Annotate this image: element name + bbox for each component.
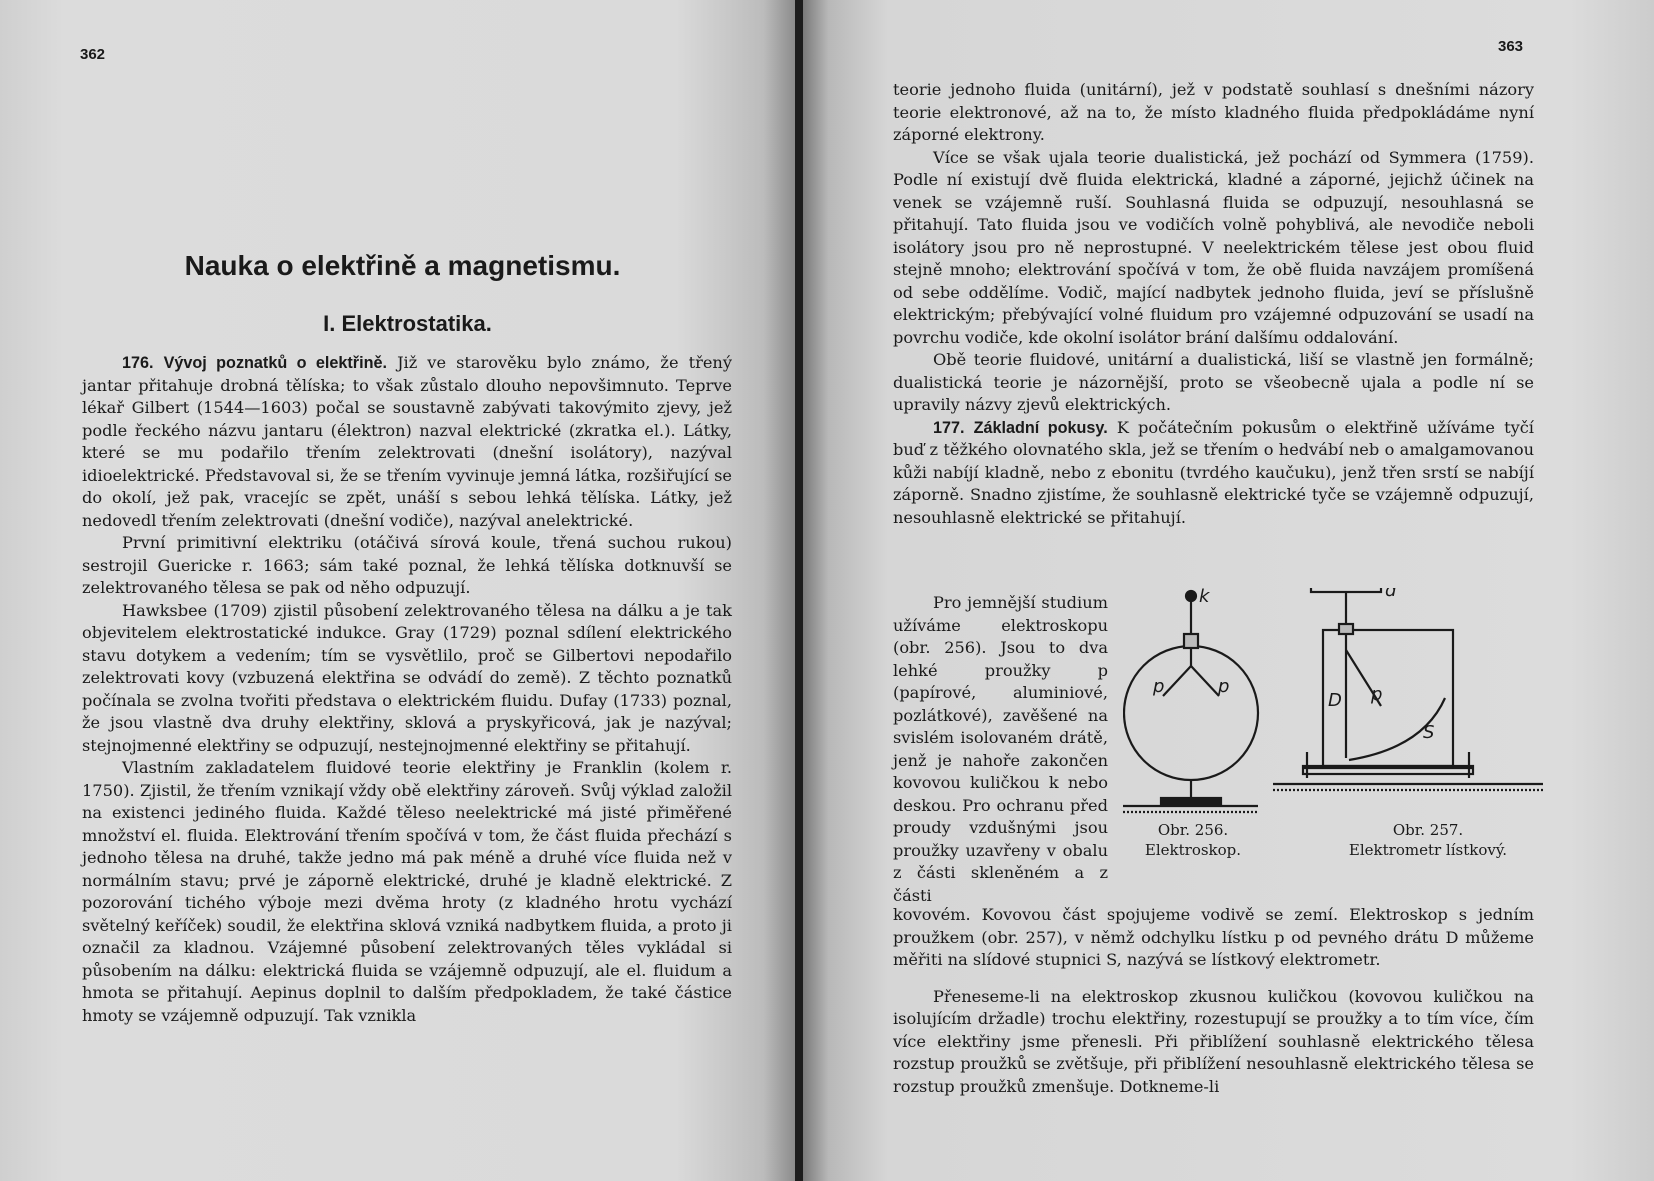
paragraph-176 — [82, 352, 732, 532]
electrometer-plate — [1311, 588, 1381, 592]
paragraph-text: K počátečním pokusům o elektřině užíváme tyčí buď z těžkého olovnatého skla, jež se třením o hedvábí neb o amalgamovanou kůži nabíjí kladně, nebo z ebonitu (tvrdého kaučuku), jenž třen srstí se nabíjí záporně. Snadno zjistíme, že souhlasně elektrické tyče se vzájemně odpuzují, nesouhlasně elektrické se přitahují. — [893, 417, 1534, 527]
paragraph-177 — [893, 417, 1534, 530]
label-k: k — [1199, 588, 1210, 607]
float-text — [893, 592, 1108, 907]
page-number-right: 363 — [1498, 38, 1524, 55]
figure-256-title: Elektroskop. — [1144, 841, 1242, 859]
electroscope-plug — [1184, 634, 1198, 648]
right-text-column — [893, 79, 1534, 529]
paragraph: Obě teorie fluidové, unitární a dualistická, liší se vlastně jen formálně; dualistická teorie je názornější, proto se všeobecně ujala a podle ní se upravily názvy zjevů elektrických. — [893, 350, 1534, 414]
electroscope-ball — [1186, 591, 1196, 601]
paragraph: Vlastním zakladatelem fluidové teorie elektřiny je Franklin (kolem r. 1750). Zjistil, že třením vznikají vždy obě elektřiny zároveň. Svůj výklad založil na existenci jediného fluida. Každé těleso neelektrické má jisté přiměřené množství el. fluida. Elektrování třením spočívá v tom, že část fluida přechází s jednoho tělesa na druhé, takže jedno má pak méně a druhé více fluida než v normálním stavu; prvé je záporně elektrické, druhé je kladně elektrické. Z pozorování tichého výboje mezi dvěma hroty (z kladného hrotu vychází světelný keříček) soudil, že elektřina sklová vzniká nadbytkem fluida, a proto ji označil za kladnou. Vzájemné působení zelektrovaných těles vykládal si působením na dálku: elektrická fluida se vzájemně odpuzují, ale el. fluidum a hmota se přitahují. Aepinus doplnil to dalším předpokladem, že také částice hmoty se vzájemně odpuzují. Tak vznikla — [82, 758, 732, 1025]
figure-256-caption — [1133, 820, 1253, 860]
paragraph: Více se však ujala teorie dualistická, jež pochází od Symmera (1759). Podle ní existují dvě fluida elektrická, kladné a záporné, jejichž účinek na venek se vzájemně ruší. Souhlasná fluida se odpuzují, nesouhlasná se přitahují. Tato fluida jsou ve vodičích volně pohyblivá, ale nevodiče neboli isolátory jsou pro ně neprostupné. V neelektrickém tělese jest obou fluid stejně mnoho; elektrování spočívá v tom, že obě fluida navzájem promíšená od sebe oddělíme. Vodič, mající nadbytek jednoho fluida, jeví se příslušně elektrickým; přebývající volné fluidum pro vzájemné odpuzování se usadí na povrchu vodiče, kde okolní isolátor brání dalšímu oddalování. — [893, 147, 1534, 347]
paragraph-text: Již ve starověku bylo známo, že třený jantar přitahuje drobná tělíska; to však zůstalo dlouho nepovšimnuto. Teprve lékař Gilbert (1544—1603) počal se soustavně zabývati takovýmito zjevy, jež podle řeckého názvu jantaru (élektron) nazval elektrické (zkratka el.). Látky, které se mu podařilo třením zelektrovati (dnešní isolátory), nazýval idioelektrické. Představoval si, že se třením vyvinuje jemná látka, rozšiřující se do okolí, jež pak, vracejíc se zpět, unáší s sebou lehká tělíska. Látky, jež nedovedl třením zelektrovati (dnešní vodiče), nazýval anelektrické. — [82, 353, 732, 530]
figure-257-caption — [1323, 820, 1533, 860]
paragraph: teorie jednoho fluida (unitární), jež v podstatě souhlasí s dnešními názory teorie elektronové, až na to, že místo kladného fluida předpokládáme nyní záporné elektrony. — [893, 80, 1534, 144]
label-S: S — [1423, 722, 1435, 743]
part-title: Nauka o elektřině a magnetismu. — [184, 250, 621, 281]
section-number-177: 177. — [933, 418, 965, 437]
right-text-continuation — [893, 904, 1534, 1098]
section-title-176: Vývoj poznatků o elektřině. — [163, 354, 387, 372]
figures — [1123, 588, 1543, 888]
section-number-176: 176. — [122, 354, 154, 372]
right-page — [803, 0, 1654, 1181]
chapter-title: I. Elektrostatika. — [323, 311, 492, 336]
label-p-left: p — [1153, 676, 1165, 697]
book-gutter — [795, 0, 803, 1181]
electrometer-diagram — [1273, 588, 1543, 790]
paragraph: kovovém. Kovovou část spojujeme vodivě se zemí. Elektroskop s jedním proužkem (obr. 257), v němž odchylku lístku p od pevného drátu D můžeme měřiti na slídové stupnici S, nazývá se lístkový elektrometr. — [893, 905, 1534, 969]
left-page — [0, 0, 795, 1181]
section-title-177: Základní pokusy. — [973, 418, 1108, 437]
label-d: d — [1385, 588, 1397, 601]
figure-256-label: Obr. 256. — [1157, 821, 1229, 839]
paragraph: Přeneseme-li na elektroskop zkusnou kuličkou (kovovou kuličkou na isolujícím držadle) trochu elektřiny, rozestupují se proužky a to tím více, čím více elektřiny jsme přenesli. Při přiblížení souhlasně elektrického tělesa rozstup proužků se zvětšuje, při přiblížení nesouhlasně elektrického tělesa se rozstup proužků zmenšuje. Dotkneme-li — [893, 986, 1534, 1096]
electroscope-diagram — [1123, 591, 1258, 812]
electroscope-foot — [1161, 798, 1221, 804]
electroscope-leaf-right — [1191, 666, 1219, 696]
paragraph: Hawksbee (1709) zjistil působení zelektrovaného tělesa na dálku a je tak objevitelem elektrostatické indukce. Gray (1729) poznal sdílení elektrického stavu dotykem a vedením; tím se vysvětlilo, proč se Gilbertovi nepodařilo zelektrovati kovy (vzbuzená elektřina se odvádí do země). Z těchto poznatků počínala se zvolna tvořiti představa o elektrickém fluidu. Dufay (1733) poznal, že jsou vlastně dva druhy elektřiny, sklová a pryskyřicová, jak je nazýval; stejnojmenné elektřiny se odpuzují, nestejnojmenné elektřiny se přitahují. — [82, 600, 732, 755]
electrometer-case — [1323, 630, 1453, 766]
electrometer-plug — [1339, 624, 1353, 634]
figure-257-title: Elektrometr lístkový. — [1348, 841, 1508, 859]
label-D: D — [1328, 690, 1342, 711]
label-p: p — [1371, 684, 1383, 705]
page-number-left: 362 — [80, 46, 106, 63]
label-p-right: p — [1218, 676, 1230, 697]
left-text-column — [82, 352, 732, 1027]
paragraph: Pro jemnější studium užíváme elektroskopu (obr. 256). Jsou to dva lehké proužky p (papírové, aluminiové, pozlátkové), zavěšené na svislém isolovaném drátě, jenž je nahoře zakončen kovovou kuličkou k nebo deskou. Pro ochranu před proudy vzdušnými jsou proužky uzavřeny v obalu z části skleněném a z části — [893, 593, 1108, 905]
figure-257-label: Obr. 257. — [1392, 821, 1464, 839]
electroscope-leaf-left — [1163, 666, 1191, 696]
paragraph: První primitivní elektriku (otáčivá sírová koule, třená suchou rukou) sestrojil Guericke r. 1663; sám také poznal, že lehká tělíska dotknuvší se zelektrovaného tělesa se pak od něho odpuzují. — [82, 533, 732, 597]
